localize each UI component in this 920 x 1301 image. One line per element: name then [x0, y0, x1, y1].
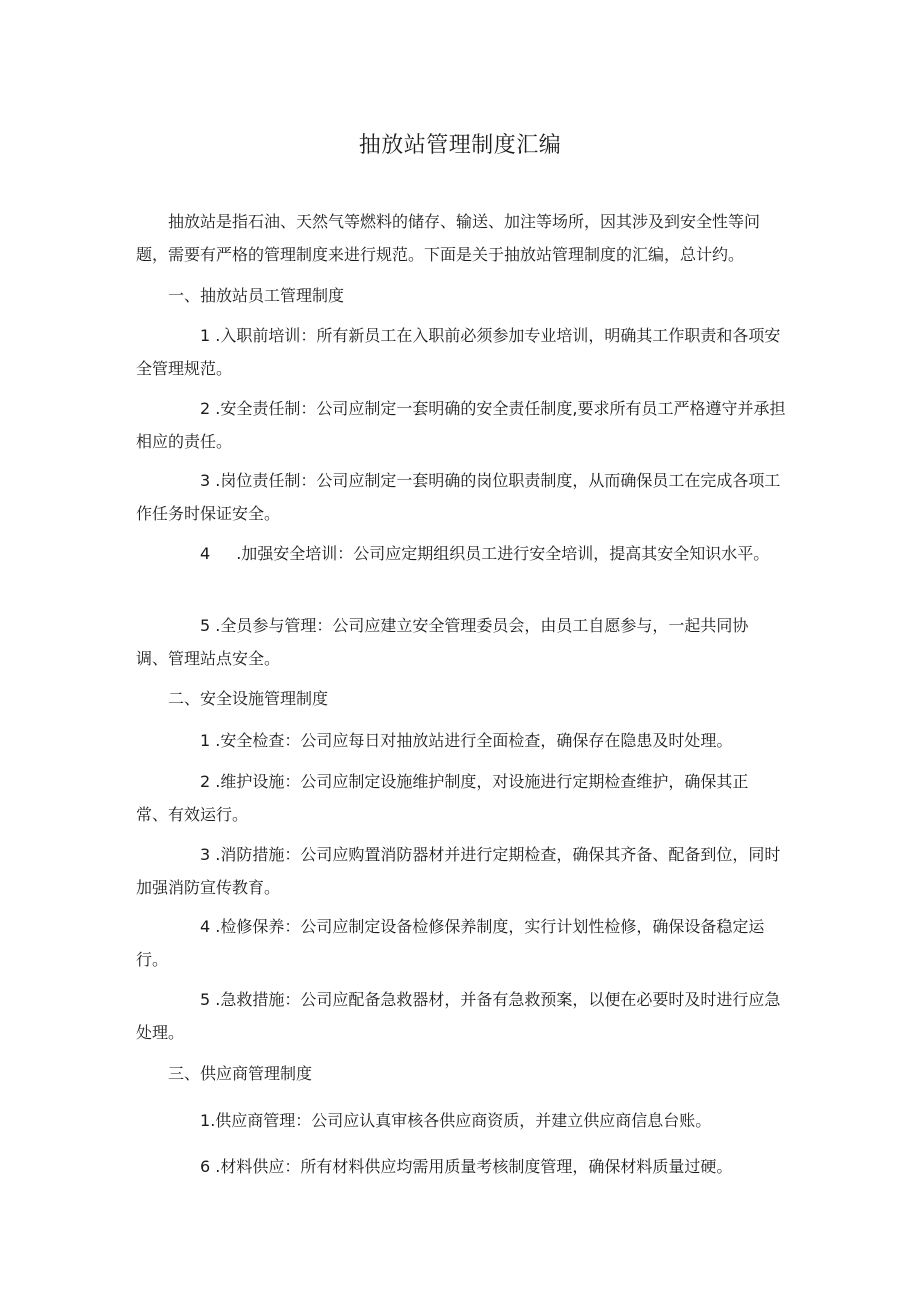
list-item — [136, 724, 788, 757]
item-number: 1 — [200, 326, 211, 345]
item-number: 5 — [200, 616, 211, 635]
item-text: .急救措施：公司应配备急救器材，并备有急救预案，以便在必要时及时进行应急处理。 — [136, 990, 781, 1042]
item-text: .维护设施：公司应制定设施维护制度，对设施进行定期检查维护，确保其正常、有效运行。 — [136, 772, 749, 824]
section-heading: 二、安全设施管理制度 — [168, 689, 329, 708]
item-number: 3 — [200, 845, 211, 864]
list-item — [136, 319, 788, 385]
list-item — [136, 983, 788, 1049]
item-text: .安全检查：公司应每日对抽放站进行全面检查，确保存在隐患及时处理。 — [215, 731, 733, 750]
item-number: 4 — [200, 544, 211, 563]
item-number: 5 — [200, 990, 211, 1009]
document-title: 抽放站管理制度汇编 — [358, 133, 562, 158]
item-text: .供应商管理：公司应认真审核各供应商资质，并建立供应商信息台账。 — [210, 1111, 712, 1130]
list-item — [136, 609, 776, 675]
list-item — [136, 537, 776, 570]
list-item — [136, 464, 788, 530]
item-text: .检修保养：公司应制定设备检修保养制度，实行计划性检修，确保设备稳定运行。 — [136, 917, 765, 969]
item-text: .消防措施：公司应购置消防器材并进行定期检查，确保其齐备、配备到位，同时加强消防宣传教育。 — [136, 845, 781, 897]
list-item — [136, 910, 788, 976]
item-text: .入职前培训：所有新员工在入职前必须参加专业培训，明确其工作职责和各项安全管理规范。 — [136, 326, 781, 378]
item-text: .全员参与管理：公司应建立安全管理委员会，由员工自愿参与，一起共同协调、管理站点安全。 — [136, 616, 749, 668]
intro-paragraph: 抽放站是指石油、天然气等燃料的储存、输送、加注等场所，因其涉及到安全性等问题，需要有严格的管理制度来进行规范。下面是关于抽放站管理制度的汇编，总计约。 — [136, 212, 761, 264]
section-heading: 一、抽放站员工管理制度 — [168, 286, 345, 305]
item-text: .材料供应：所有材料供应均需用质量考核制度管理，确保材料质量过硬。 — [215, 1157, 733, 1176]
list-item — [136, 1150, 788, 1183]
item-number: 4 — [200, 917, 211, 936]
section-heading: 三、供应商管理制度 — [168, 1064, 313, 1083]
item-text: .安全责任制：公司应制定一套明确的安全责任制度,要求所有员工严格遵守并承担相应的责任。 — [136, 399, 786, 451]
item-number: 6 — [200, 1157, 211, 1176]
item-text: .加强安全培训：公司应定期组织员工进行安全培训，提高其安全知识水平。 — [236, 544, 770, 563]
list-item — [136, 838, 788, 904]
list-item — [136, 765, 776, 831]
list-item — [136, 392, 788, 458]
item-number: 2 — [200, 399, 211, 418]
item-number: 3 — [200, 471, 211, 490]
item-number: 1 — [200, 731, 211, 750]
list-item — [136, 1104, 788, 1137]
item-number: 2 — [200, 772, 211, 791]
item-text: .岗位责任制：公司应制定一套明确的岗位职责制度，从而确保员工在完成各项工作任务时保证安全。 — [136, 471, 781, 523]
item-number: 1 — [200, 1111, 211, 1130]
